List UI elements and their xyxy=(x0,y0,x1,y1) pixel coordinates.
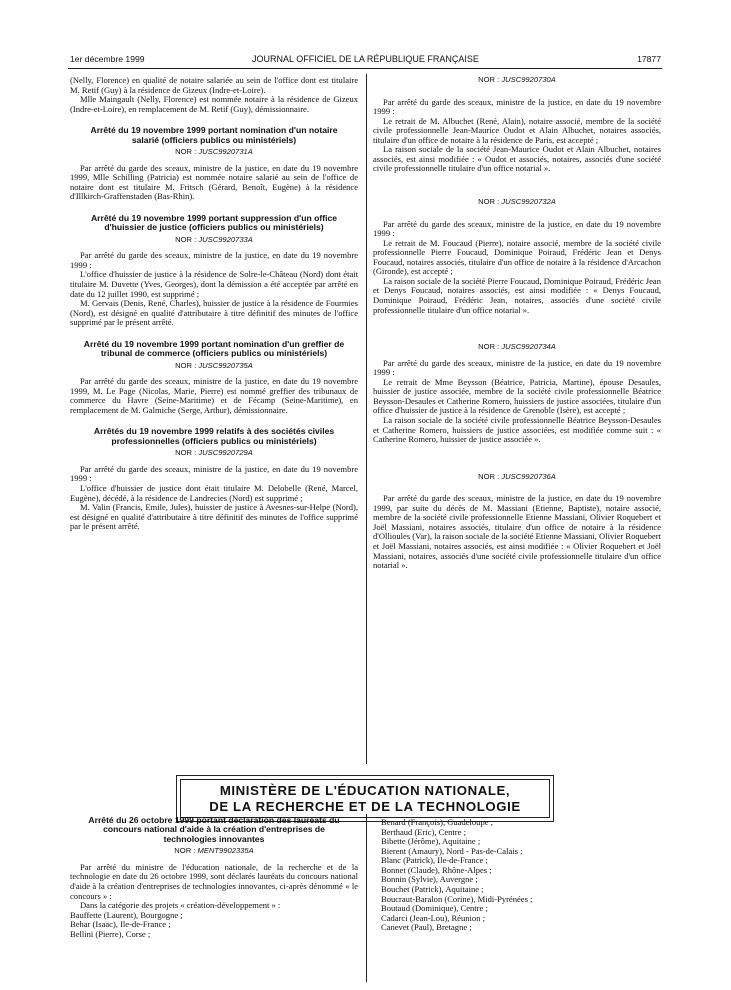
nor-reference: NOR : JUSC9920733A xyxy=(175,234,253,244)
laureate-item: Berthaud (Eric), Centre ; xyxy=(381,826,466,837)
nor-reference: NOR : JUSC9920734A xyxy=(478,342,556,352)
arrete-title: Arrêté du 19 novembre 1999 portant suppression d'un office d'huissier de justice (officiers publics ou ministériels) xyxy=(90,212,338,233)
arrete-title: Arrêté du 19 novembre 1999 portant nomination d'un notaire salarié (officiers publics ou ministériels) xyxy=(90,125,338,145)
paragraph: L'office d'huissier de justice à la résidence de Solre-le-Château (Nord) dont était titulaire M. Duvette (Yves, Georges), dont la démission a été acceptée par arrêté en date du 12 juillet 1990, est supprimé ; xyxy=(70,269,358,299)
laureate-item: Bonnet (Claude), Rhône-Alpes ; xyxy=(381,864,492,875)
paragraph: Par arrêté du garde des sceaux, ministre de la justice, en date du 19 novembre 1999 : xyxy=(373,218,661,239)
paragraph: Le retrait de M. Foucaud (Pierre), notaire associé, membre de la société civile professionnelle Pierre Foucaud, Dominique Poiraud, Frédéric Jean et Denys Foucaud, notaires associés, titulaire d'un office de notaire à la résidence d'Arcachon (Gironde), est accepté ; xyxy=(373,237,661,277)
paragraph: Par arrêté du garde des sceaux, ministre de la justice, en date du 19 novembre 1999, M. Le Page (Nicolas, Marie, Pierre) est nommé greffier des tribunaux de commerce du Havre (Seine-Maritime) et de Fécamp (Seine-Maritime), en remplacement de M. Galmiche (Serge, Arthur), démissionnaire. xyxy=(70,376,358,415)
laureate-item: Boucraut-Baralon (Corine), Midi-Pyrénées ; xyxy=(381,893,533,904)
arrete-title: Arrêté du 26 octobre 1999 portant déclaration des lauréats du concours national d'aide à la création d'entreprises de technologies innovantes xyxy=(88,815,340,844)
paragraph: (Nelly, Florence) en qualité de notaire salariée au sein de l'office dont est titulaire M. Retif (Guy) à la résidence de Gizeux (Indre-et-Loire). xyxy=(70,75,358,95)
ministry-line-1: MINISTÈRE DE L'ÉDUCATION NATIONALE, xyxy=(219,782,511,798)
laureate-item: Behar (Isaac), Ile-de-France ; xyxy=(70,919,171,930)
bottom-right-column xyxy=(381,818,661,933)
paragraph: Par arrêté du garde des sceaux, ministre de la justice, en date du 19 novembre 1999 : xyxy=(373,96,661,117)
left-column xyxy=(70,76,358,532)
paragraph: Mlle Maingault (Nelly, Florence) est nommée notaire à la résidence de Gizeux (Indre-et-Loire), en remplacement de M. Retif (Guy), démissionnaire. xyxy=(70,94,358,114)
arrete-title: Arrêtés du 19 novembre 1999 relatifs à des sociétés civiles professionnelles (officiers publics ou ministériels) xyxy=(93,426,335,446)
laureate-item: Bibette (Jérôme), Aquitaine ; xyxy=(381,836,481,847)
header-title: JOURNAL OFFICIEL DE LA RÉPUBLIQUE FRANÇAISE xyxy=(252,54,479,64)
laureate-item: Benard (François), Guadeloupe ; xyxy=(381,817,494,827)
header-date: 1er décembre 1999 xyxy=(70,54,145,64)
laureate-item: Bouchet (Patrick), Aquitaine ; xyxy=(381,883,484,894)
paragraph: M. Valin (Francis, Emile, Jules), huissier de justice à Avesnes-sur-Helpe (Nord), est désigné en qualité d'attributaire à titre définitif des minutes de l'office supprimé par le présent arrêté. xyxy=(70,502,358,532)
paragraph: Par arrêté du garde des sceaux, ministre de la justice, en date du 19 novembre 1999, Mlle Schilling (Patricia) est nommée notaire salarié au sein de l'office de notaire dont est titulaire M. Fritsch (Gérard, Benoît, Eugène) à la résidence d'Illkirch-Graffenstaden (Bas-Rhin). xyxy=(70,162,358,202)
paragraph: Par arrêté du garde des sceaux, ministre de la justice, en date du 19 novembre 1999 : xyxy=(70,463,358,484)
paragraph: La raison sociale de la société civile professionnelle Béatrice Beysson-Desaules et Catherine Romero, huissiers de justice associées, est modifiée comme suit : « Catherine Romero, huissier de justice associée ». xyxy=(373,415,661,445)
nor-reference: NOR : JUSC9920735A xyxy=(175,360,253,370)
paragraph: Dans la catégorie des projets « création-développement » : xyxy=(80,900,281,911)
bottom-left-column xyxy=(70,816,358,939)
laureate-item: Bauffette (Laurent), Bourgogne ; xyxy=(70,909,183,920)
laureate-item: Bonnin (Sylvie), Auvergne ; xyxy=(381,874,478,885)
laureate-item: Boutaud (Dominique), Centre ; xyxy=(381,903,488,914)
paragraph: Le retrait de Mme Beysson (Béatrice, Patricia, Martine), épouse Desaules, huissier de justice associée, membre de la société civile professionnelle Béatrice Beysson-Desaules et Catherine Romero, huissiers de justice associées, titulaire d'un office d'huissier de justice à la résidence de Grenoble (Isère), est accepté ; xyxy=(373,376,661,416)
laureate-item: Bierent (Amaury), Nord - Pas-de-Calais ; xyxy=(381,845,523,856)
page-header xyxy=(70,54,661,66)
paragraph: Le retrait de M. Albuchet (René, Alain), notaire associé, membre de la société civile professionnelle Jean-Maurice Oudot et Alain Albuchet, notaires associés, titulaire d'un office de notaire à la résidence de Paris, est accepté ; xyxy=(373,115,661,145)
paragraph: La raison sociale de la société Pierre Foucaud, Dominique Poiraud, Frédéric Jean et Denys Foucaud, notaires associés, est ainsi modifiée : « Denys Foucaud, Dominique Poiraud, Frédéric Jean, notaires, associés d'une société civile professionnelle titulaire d'un office notarial ». xyxy=(373,275,661,315)
laureate-item: Cadarci (Jean-Lou), Réunion ; xyxy=(381,912,485,923)
paragraph: Par arrêté du ministre de l'éducation nationale, de la recherche et de la technologie en date du 26 octobre 1999, sont déclarés lauréats du concours national d'aide à la création d'entreprises de technologies innovantes, ci-après dénommé « le concours » : xyxy=(70,861,358,901)
laureate-item: Bellini (Pierre), Corse ; xyxy=(70,928,151,939)
laureate-item: Blanc (Patrick), Ile-de-France ; xyxy=(381,855,488,866)
nor-reference: NOR : JUSC9920732A xyxy=(478,197,556,206)
header-page-number: 17877 xyxy=(637,54,661,64)
paragraph: M. Gervais (Denis, René, Charles), huissier de justice à la résidence de Fourmies (Nord), est désigné en qualité d'attributaire à titre définitif des minutes de l'office supprimé par le présent arrêté. xyxy=(70,298,358,328)
arrete-title: Arrêté du 19 novembre 1999 portant nomination d'un greffier de tribunal de commerce (officiers publics ou ministériels) xyxy=(83,338,345,359)
paragraph: Par arrêté du garde des sceaux, ministre de la justice, en date du 19 novembre 1999 : xyxy=(70,250,358,270)
nor-reference: NOR : JUSC9920729A xyxy=(175,448,253,458)
nor-reference: NOR : JUSC9920731A xyxy=(175,147,253,157)
nor-reference: NOR : JUSC9920736A xyxy=(478,471,556,481)
paragraph: L'office d'huissier de justice dont était titulaire M. Delobelle (René, Marcel, Eugène), décédé, à la résidence de Landrecies (Nord) est supprimé ; xyxy=(70,483,358,503)
ministry-line-2: DE LA RECHERCHE ET DE LA TECHNOLOGIE xyxy=(209,798,521,814)
paragraph: Par arrêté du garde des sceaux, ministre de la justice, en date du 19 novembre 1999 : xyxy=(373,357,661,378)
nor-reference: NOR : JUSC9920730A xyxy=(478,75,556,84)
column-separator xyxy=(366,74,367,764)
column-separator xyxy=(366,814,367,982)
right-column xyxy=(373,76,661,571)
laureate-item: Canevet (Paul), Bretagne ; xyxy=(381,922,472,933)
nor-reference: NOR : MENT9902335A xyxy=(174,846,254,856)
header-rule xyxy=(68,68,662,69)
paragraph: La raison sociale de la société Jean-Maurice Oudot et Alain Albuchet, notaires associés, est ainsi modifiée : « Oudot et associés, notaires, associés d'une société civile professionnelle titulaire d'un office notarial ». xyxy=(373,144,661,174)
paragraph: Par arrêté du garde des sceaux, ministre de la justice, en date du 19 novembre 1999, par suite du décès de M. Massiani (Etienne, Baptiste), notaire associé, membre de la société civile professionnelle Etienne Massiani, Olivier Roquebert et Joël Massiani, notaires associés, titulaire d'un office de notaire à la résidence d'Ollioules (Var), la raison sociale de la société Etienne Massiani, Olivier Roquebert et Joël Massiani, notaires associés, est ainsi modifiée : « Olivier Roquebert et Joël Massiani, notaires, associés d'une société civile professionnelle titulaire d'un office notarial ». xyxy=(373,493,662,571)
